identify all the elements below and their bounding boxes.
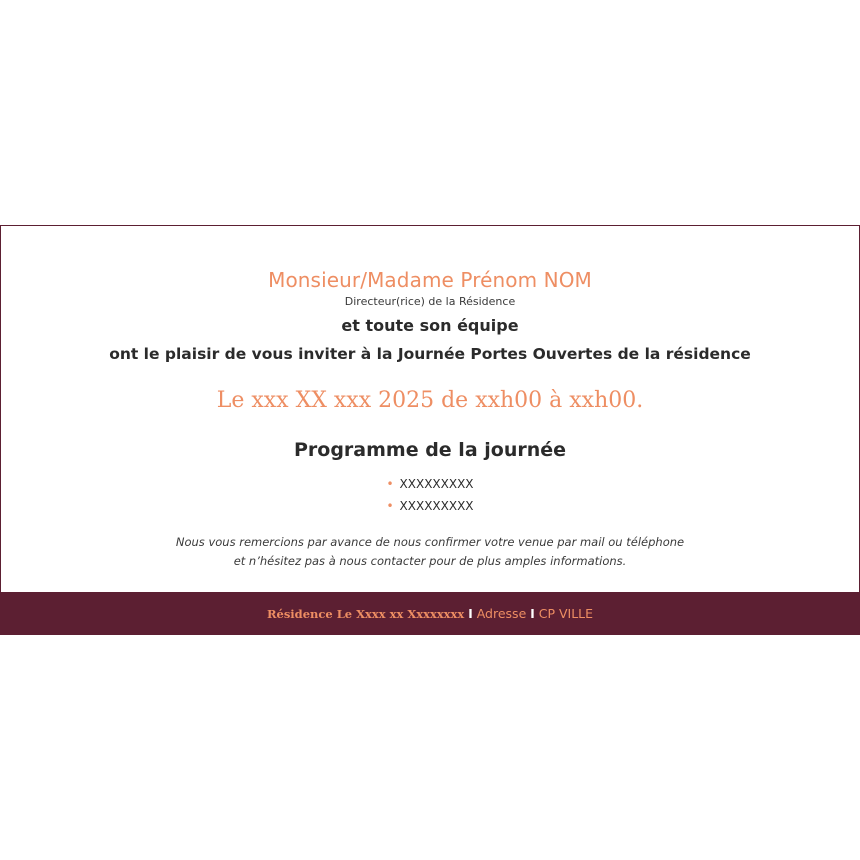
footer-separator: I — [530, 607, 535, 621]
footer-city: CP VILLE — [538, 606, 594, 621]
program-item-text: XXXXXXXXX — [399, 477, 474, 491]
host-role: Directeur(rice) de la Résidence — [344, 295, 516, 308]
footer-bar — [0, 592, 860, 635]
invitation-card — [0, 225, 860, 635]
event-date: Le xxx XX xxx 2025 de xxh00 à xxh00. — [216, 388, 644, 413]
rsvp-note-line: et n’hésitez pas à nous contacter pour de plus amples informations. — [233, 554, 627, 568]
program-item — [1, 498, 859, 520]
host-name: Monsieur/Madame Prénom NOM — [268, 268, 592, 292]
rsvp-note-line: Nous vous remercions par avance de nous confirmer votre venue par mail ou téléphone — [175, 535, 685, 549]
footer-separator: I — [468, 607, 473, 621]
bullet-icon: • — [386, 499, 394, 513]
rsvp-note — [1, 533, 859, 571]
program-title: Programme de la journée — [293, 439, 567, 461]
team-line: et toute son équipe — [341, 316, 519, 335]
footer-address: Adresse — [476, 606, 527, 621]
program-item — [1, 476, 859, 498]
invite-line: ont le plaisir de vous inviter à la Journée Portes Ouvertes de la résidence — [109, 345, 751, 363]
bullet-icon: • — [386, 477, 394, 491]
program-list — [1, 476, 859, 520]
program-item-text: XXXXXXXXX — [399, 499, 474, 513]
invitation-body — [1, 226, 859, 592]
footer-residence: Résidence Le Xxxx xx Xxxxxxxx — [266, 607, 465, 621]
